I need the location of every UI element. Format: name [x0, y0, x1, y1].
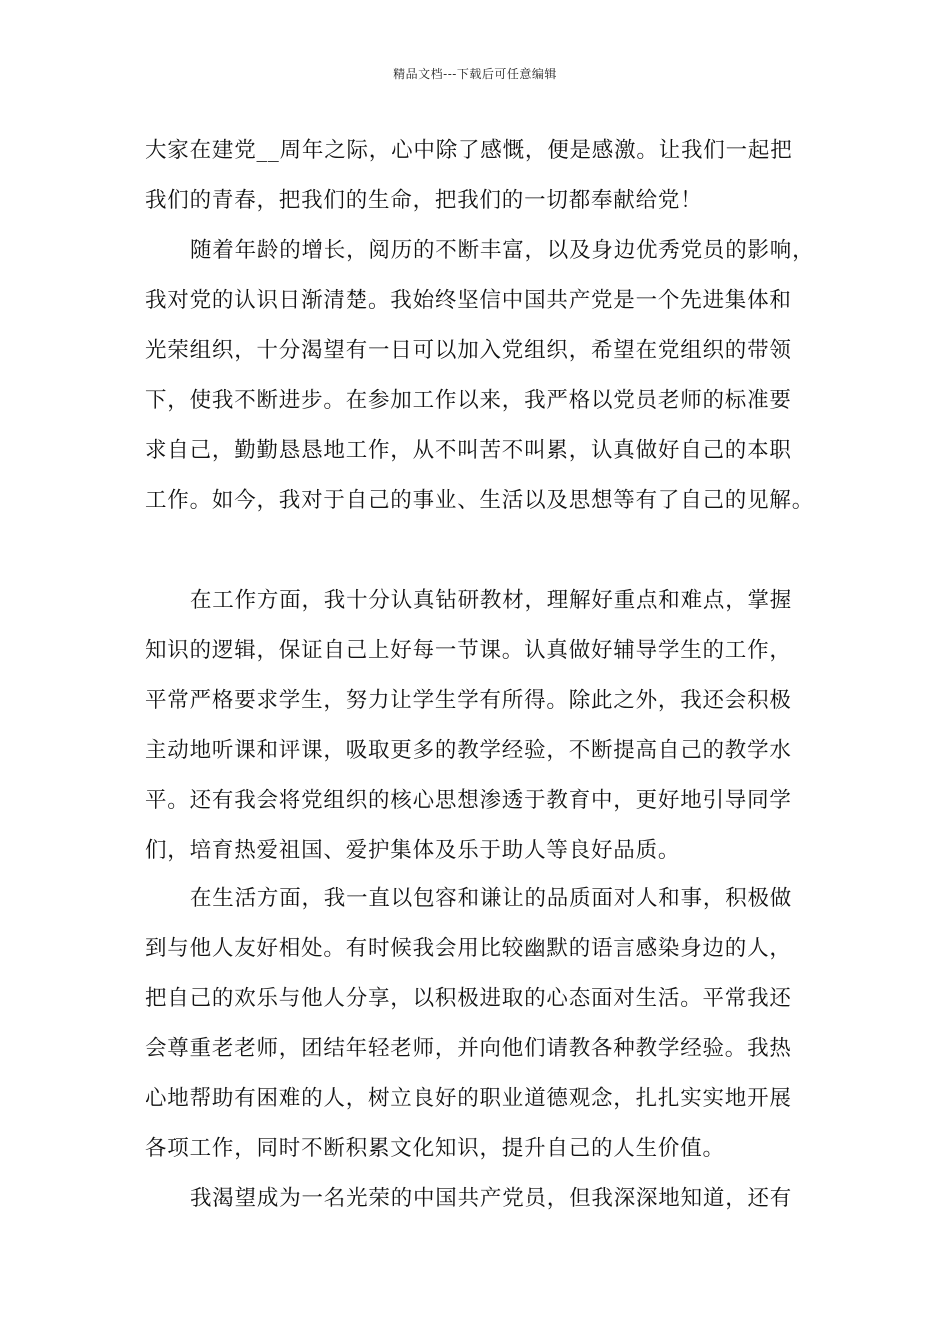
text-line: 把自己的欢乐与他人分享，以积极进取的心态面对生活。平常我还	[145, 986, 792, 1011]
text-line: 们，培育热爱祖国、爱护集体及乐于助人等良好品质。	[145, 838, 681, 863]
text-line: 我对党的认识日渐清楚。我始终坚信中国共产党是一个先进集体和	[145, 288, 792, 313]
paragraph-first-line: 在生活方面，我一直以包容和谦让的品质面对人和事，积极做	[190, 886, 793, 911]
text-line: 到与他人友好相处。有时候我会用比较幽默的语言感染身边的人，	[145, 936, 792, 961]
text-line: 主动地听课和评课，吸取更多的教学经验，不断提高自己的教学水	[145, 738, 792, 763]
text-line: 光荣组织，十分渴望有一日可以加入党组织，希望在党组织的带领	[145, 338, 792, 363]
text-line: 各项工作，同时不断积累文化知识，提升自己的人生价值。	[145, 1136, 725, 1161]
paragraph-first-line: 我渴望成为一名光荣的中国共产党员，但我深深地知道，还有	[190, 1186, 793, 1211]
text-line: 知识的逻辑，保证自己上好每一节课。认真做好辅导学生的工作，	[145, 638, 792, 663]
text-line: 工作。如今，我对于自己的事业、生活以及思想等有了自己的见解。	[145, 488, 815, 513]
text-line: 心地帮助有困难的人，树立良好的职业道德观念，扎扎实实地开展	[145, 1086, 792, 1111]
text-line: 平常严格要求学生，努力让学生学有所得。除此之外，我还会积极	[145, 688, 792, 713]
paragraph-first-line: 在工作方面，我十分认真钻研教材，理解好重点和难点，掌握	[190, 588, 793, 613]
text-line: 平。还有我会将党组织的核心思想渗透于教育中，更好地引导同学	[145, 788, 792, 813]
text-line: 我们的青春，把我们的生命，把我们的一切都奉献给党！	[145, 188, 703, 213]
text-line: 求自己，勤勤恳恳地工作，从不叫苦不叫累，认真做好自己的本职	[145, 438, 792, 463]
text-line: 会尊重老老师，团结年轻老师，并向他们请教各种教学经验。我热	[145, 1036, 792, 1061]
page-header: 精品文档---下载后可任意编辑	[393, 67, 557, 81]
text-line: 大家在建党__周年之际，心中除了感慨，便是感激。让我们一起把	[145, 138, 793, 163]
text-line: 下，使我不断进步。在参加工作以来，我严格以党员老师的标准要	[145, 388, 792, 413]
paragraph-first-line: 随着年龄的增长，阅历的不断丰富，以及身边优秀党员的影响，	[190, 238, 815, 263]
